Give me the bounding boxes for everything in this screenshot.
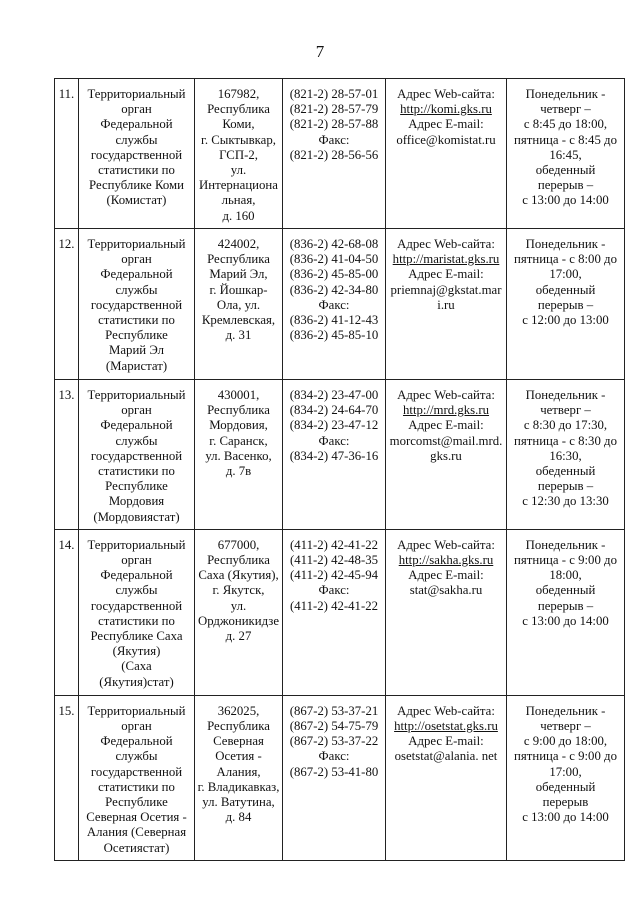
email-address: office@komistat.ru (396, 132, 496, 147)
organization-name-line: Республике (105, 328, 168, 343)
email-address: priemnaj@gkstat.mar (390, 282, 502, 297)
phone-line: (821-2) 28-57-79 (289, 102, 379, 117)
postal-address-line: 430001, (217, 388, 260, 402)
working-hours-line: Понедельник - (525, 87, 606, 101)
organization-name-line: Федеральной (100, 568, 173, 583)
phone-line: (836-2) 41-04-50 (289, 252, 379, 267)
website-label: Адрес Web-сайта: (397, 703, 495, 718)
working-hours-line: четверг – (540, 102, 591, 117)
phones-cell (283, 380, 386, 530)
postal-address-line: Ола, ул. (216, 297, 261, 312)
phone-line: Факс: (318, 433, 350, 448)
organization-name-line: службы (115, 282, 158, 297)
website-link[interactable]: http://maristat.gks.ru (392, 252, 500, 267)
email-address: stat@sakha.ru (409, 583, 483, 598)
offices-table (54, 78, 625, 861)
organization-name-line: Алания (Северная (86, 825, 187, 840)
working-hours-line: пятница - с 9:00 до (514, 553, 617, 568)
organization-name-line: (Комистат) (106, 193, 167, 208)
web-email-cell (386, 695, 507, 860)
organization-name-line: Республике Саха (90, 629, 183, 644)
postal-address-cell (195, 695, 283, 860)
organization-name-line: государственной (90, 448, 183, 463)
postal-address-line: ул. (230, 163, 247, 178)
postal-address-line: Республика (207, 252, 270, 267)
postal-address-line: г. Владикавказ, (197, 779, 280, 794)
phone-line: (821-2) 28-56-56 (289, 147, 379, 162)
postal-address-line: 167982, (217, 87, 260, 101)
web-email-cell (386, 380, 507, 530)
web-email-cell (386, 229, 507, 380)
working-hours-cell (507, 229, 625, 380)
postal-address-cell (195, 79, 283, 229)
postal-address-line: г. Саранск, (209, 433, 268, 448)
organization-cell (79, 380, 195, 530)
postal-address-line: д. 160 (222, 208, 255, 223)
phone-line: (411-2) 42-48-35 (289, 553, 379, 568)
phone-line: Факс: (318, 297, 350, 312)
phone-line: (836-2) 42-34-80 (289, 282, 379, 297)
email-address: i.ru (437, 297, 455, 312)
organization-name-line: статистики по (98, 464, 175, 479)
email-address: osetstat@alania. net (394, 749, 498, 764)
email-label: Адрес E-mail: (408, 117, 484, 132)
phone-line: Факс: (318, 749, 350, 764)
working-hours-line: 16:30, (549, 448, 582, 463)
phone-line: (867-2) 53-37-22 (289, 734, 379, 749)
phone-line: Факс: (318, 583, 350, 598)
phone-line: (834-2) 47-36-16 (289, 448, 379, 463)
organization-name-line: службы (115, 583, 158, 598)
working-hours-cell (507, 695, 625, 860)
page-number: 7 (315, 42, 325, 61)
working-hours-line: с 9:00 до 18:00, (523, 734, 608, 749)
website-link[interactable]: http://osetstat.gks.ru (394, 719, 498, 734)
table-row (55, 229, 625, 380)
postal-address-line: Республика (207, 719, 270, 734)
website-link[interactable]: http://mrd.gks.ru (402, 403, 490, 418)
working-hours-line: 18:00, (549, 568, 582, 583)
website-label: Адрес Web-сайта: (397, 388, 495, 402)
organization-name-line: Республике Коми (89, 178, 184, 193)
postal-address-line: Республика (207, 102, 270, 117)
working-hours-line: с 13:00 до 14:00 (522, 810, 609, 825)
working-hours-line: обеденный (535, 282, 596, 297)
working-hours-line: перерыв – (537, 479, 594, 494)
email-label: Адрес E-mail: (408, 267, 484, 282)
organization-name-line: Республике (105, 479, 168, 494)
table-row (55, 380, 625, 530)
organization-name-line: государственной (90, 764, 183, 779)
working-hours-line: с 8:30 до 17:30, (523, 418, 608, 433)
working-hours-line: 16:45, (549, 147, 582, 162)
organization-name-line: (Саха (121, 659, 152, 674)
working-hours-cell (507, 529, 625, 695)
postal-address-line: ул. Ватутина, (202, 795, 275, 810)
website-link[interactable]: http://sakha.gks.ru (398, 553, 494, 568)
phone-line: (834-2) 23-47-12 (289, 418, 379, 433)
phones-cell (283, 79, 386, 229)
postal-address-cell (195, 229, 283, 380)
postal-address-cell (195, 529, 283, 695)
working-hours-line: четверг – (540, 719, 591, 734)
row-number-cell (55, 529, 79, 695)
working-hours-line: пятница - с 8:30 до (514, 433, 617, 448)
postal-address-line: Осетия - (215, 749, 262, 764)
phone-line: (836-2) 45-85-10 (289, 328, 379, 343)
working-hours-cell (507, 79, 625, 229)
email-label: Адрес E-mail: (408, 734, 484, 749)
postal-address-line: ул. (230, 598, 247, 613)
postal-address-line: Мордовия, (209, 418, 268, 433)
organization-name-line: (Якутия)стат) (99, 674, 174, 689)
postal-address-line: д. 27 (225, 629, 252, 644)
phones-cell (283, 529, 386, 695)
row-number-cell (55, 229, 79, 380)
phone-line: (411-2) 42-41-22 (289, 598, 379, 613)
phone-line: (821-2) 28-57-88 (289, 117, 379, 132)
organization-name-line: государственной (90, 297, 183, 312)
working-hours-line: 17:00, (549, 267, 582, 282)
organization-name-line: статистики по (98, 313, 175, 328)
postal-address-line: Северная (213, 734, 264, 749)
postal-address-line: Алания, (216, 764, 261, 779)
row-number-cell (55, 695, 79, 860)
postal-address-line: Марий Эл, (209, 267, 268, 282)
postal-address-line: Республика (207, 553, 270, 568)
working-hours-line: с 12:00 до 13:00 (522, 313, 609, 328)
row-number: 11. (58, 87, 75, 101)
working-hours-line: пятница - с 8:45 до (514, 132, 617, 147)
postal-address-line: г. Якутск, (212, 583, 265, 598)
postal-address-line: д. 7в (225, 464, 252, 479)
offices-table-body (55, 79, 625, 861)
organization-name-line: Федеральной (100, 267, 173, 282)
organization-name-line: Федеральной (100, 418, 173, 433)
postal-address-line: ул. Васенко, (205, 448, 272, 463)
working-hours-cell (507, 380, 625, 530)
organization-name-line: орган (121, 403, 152, 418)
phone-line: (834-2) 23-47-00 (289, 388, 379, 402)
organization-name-line: Территориальный (87, 237, 186, 251)
row-number: 13. (58, 388, 75, 402)
phone-line: (836-2) 45-85-00 (289, 267, 379, 282)
phone-line: (836-2) 41-12-43 (289, 313, 379, 328)
organization-name-line: (Якутия) (112, 644, 161, 659)
organization-name-line: статистики по (98, 779, 175, 794)
organization-name-line: Мордовия (108, 494, 165, 509)
organization-name-line: Республике (105, 795, 168, 810)
working-hours-line: с 13:00 до 14:00 (522, 613, 609, 628)
postal-address-line: ГСП-2, (219, 147, 258, 162)
website-label: Адрес Web-сайта: (397, 537, 495, 552)
postal-address-line: Саха (Якутия), (198, 568, 279, 583)
row-number-cell (55, 79, 79, 229)
organization-name-line: Федеральной (100, 734, 173, 749)
phone-line: (867-2) 53-41-80 (289, 764, 379, 779)
organization-name-line: орган (121, 719, 152, 734)
phone-line: (411-2) 42-45-94 (289, 568, 379, 583)
working-hours-line: перерыв – (537, 178, 594, 193)
working-hours-line: с 12:30 до 13:30 (522, 494, 609, 509)
website-link[interactable]: http://komi.gks.ru (400, 102, 492, 117)
working-hours-line: обеденный (535, 464, 596, 479)
organization-name-line: статистики по (98, 613, 175, 628)
organization-name-line: службы (115, 433, 158, 448)
organization-name-line: службы (115, 749, 158, 764)
postal-address-line: 677000, (217, 537, 260, 552)
postal-address-line: д. 31 (225, 328, 252, 343)
table-row (55, 529, 625, 695)
organization-cell (79, 695, 195, 860)
organization-name-line: Федеральной (100, 117, 173, 132)
table-row (55, 695, 625, 860)
postal-address-cell (195, 380, 283, 530)
organization-name-line: орган (121, 102, 152, 117)
working-hours-line: перерыв – (537, 598, 594, 613)
working-hours-line: пятница - с 9:00 до (514, 749, 617, 764)
postal-address-line: г. Сыктывкар, (201, 132, 276, 147)
phone-line: (867-2) 54-75-79 (289, 719, 379, 734)
website-label: Адрес Web-сайта: (397, 237, 495, 251)
postal-address-line: г. Йошкар- (209, 282, 268, 297)
organization-name-line: государственной (90, 147, 183, 162)
email-label: Адрес E-mail: (408, 568, 484, 583)
phone-line: (867-2) 53-37-21 (289, 703, 379, 718)
working-hours-line: четверг – (540, 403, 591, 418)
organization-name-line: Марий Эл (108, 343, 165, 358)
organization-name-line: орган (121, 252, 152, 267)
phone-line: (836-2) 42-68-08 (289, 237, 379, 251)
working-hours-line: с 13:00 до 14:00 (522, 193, 609, 208)
phones-cell (283, 229, 386, 380)
postal-address-line: льная, (221, 193, 256, 208)
organization-name-line: государственной (90, 598, 183, 613)
phone-line: Факс: (318, 132, 350, 147)
web-email-cell (386, 529, 507, 695)
phone-line: (821-2) 28-57-01 (289, 87, 379, 101)
working-hours-line: Понедельник - (525, 237, 606, 251)
working-hours-line: Понедельник - (525, 388, 606, 402)
organization-name-line: орган (121, 553, 152, 568)
row-number: 14. (58, 537, 75, 552)
organization-name-line: Осетиястат) (103, 840, 170, 855)
postal-address-line: Кремлевская, (201, 313, 276, 328)
phone-line: (834-2) 24-64-70 (289, 403, 379, 418)
organization-name-line: службы (115, 132, 158, 147)
organization-name-line: (Маристат) (105, 358, 168, 373)
postal-address-line: Орджоникидзе (197, 613, 280, 628)
organization-name-line: Северная Осетия - (86, 810, 187, 825)
email-address: morcomst@mail.mrd. (389, 433, 503, 448)
working-hours-line: 17:00, (549, 764, 582, 779)
working-hours-line: Понедельник - (525, 537, 606, 552)
working-hours-line: обеденный (535, 583, 596, 598)
postal-address-line: 424002, (217, 237, 260, 251)
postal-address-line: д. 84 (225, 810, 252, 825)
organization-name-line: Территориальный (87, 87, 186, 101)
row-number: 12. (58, 237, 75, 251)
working-hours-line: с 8:45 до 18:00, (523, 117, 608, 132)
organization-name-line: (Мордовиястат) (93, 509, 180, 524)
working-hours-line: перерыв – (537, 297, 594, 312)
organization-name-line: статистики по (98, 163, 175, 178)
email-label: Адрес E-mail: (408, 418, 484, 433)
postal-address-line: Коми, (222, 117, 255, 132)
organization-name-line: Территориальный (87, 388, 186, 402)
organization-name-line: Территориальный (87, 537, 186, 552)
postal-address-line: Республика (207, 403, 270, 418)
row-number: 15. (58, 703, 75, 718)
phone-line: (411-2) 42-41-22 (289, 537, 379, 552)
postal-address-line: Интернациона (199, 178, 278, 193)
organization-cell (79, 229, 195, 380)
table-row (55, 79, 625, 229)
working-hours-line: обеденный (535, 779, 596, 794)
working-hours-line: Понедельник - (525, 703, 606, 718)
working-hours-line: пятница - с 8:00 до (514, 252, 617, 267)
phones-cell (283, 695, 386, 860)
organization-cell (79, 79, 195, 229)
organization-name-line: Территориальный (87, 703, 186, 718)
postal-address-line: 362025, (217, 703, 260, 718)
email-address: gks.ru (430, 448, 462, 463)
web-email-cell (386, 79, 507, 229)
working-hours-line: перерыв (542, 795, 589, 810)
organization-cell (79, 529, 195, 695)
working-hours-line: обеденный (535, 163, 596, 178)
row-number-cell (55, 380, 79, 530)
website-label: Адрес Web-сайта: (397, 87, 495, 101)
